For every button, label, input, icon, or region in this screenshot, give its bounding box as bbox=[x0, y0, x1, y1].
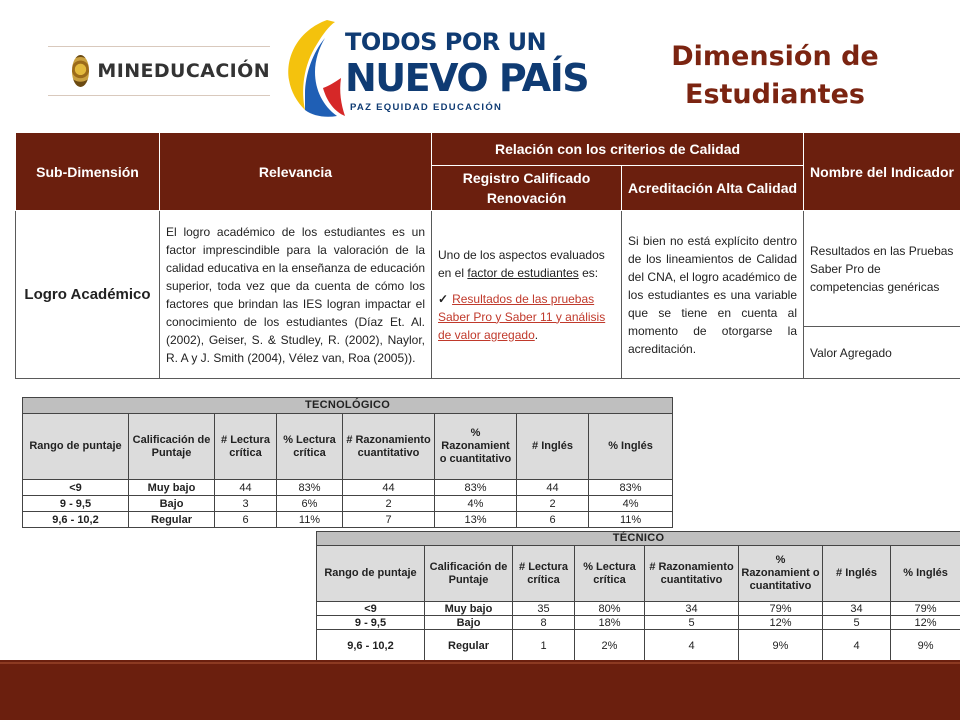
table-cell: 9,6 - 10,2 bbox=[317, 630, 425, 663]
table-cell: 1 bbox=[513, 630, 575, 663]
colombia-seal-icon bbox=[72, 55, 89, 87]
tecnico-header: % Inglés bbox=[891, 546, 960, 602]
header-relacion-criterios: Relación con los criterios de Calidad bbox=[432, 133, 804, 166]
tecnologico-header: % Lectura crítica bbox=[277, 414, 343, 480]
tecnico-header: % Lectura crítica bbox=[575, 546, 645, 602]
table-cell: 7 bbox=[343, 512, 435, 528]
table-cell: 2% bbox=[575, 630, 645, 663]
table-cell: 83% bbox=[435, 480, 517, 496]
table-cell: 34 bbox=[823, 602, 891, 616]
table-cell: 4 bbox=[823, 630, 891, 663]
tecnologico-title: TECNOLÓGICO bbox=[23, 398, 673, 414]
tecnico-header: # Inglés bbox=[823, 546, 891, 602]
table-cell: 9 - 9,5 bbox=[317, 616, 425, 630]
tecnologico-table bbox=[22, 397, 673, 528]
table-cell: 5 bbox=[645, 616, 739, 630]
tecnologico-table-wrapper bbox=[22, 397, 672, 527]
tecnico-header: # Razonamiento cuantitativo bbox=[645, 546, 739, 602]
table-cell: 4 bbox=[645, 630, 739, 663]
tecnico-header: Rango de puntaje bbox=[317, 546, 425, 602]
colombia-flag-swoosh-icon bbox=[283, 18, 349, 118]
table-row bbox=[23, 512, 673, 528]
table-cell: 12% bbox=[739, 616, 823, 630]
cell-relevancia-text: El logro académico de los estudiantes es un factor imprescindible para la valoración de la calidad educativa en la enseñanza de educación superior, toda vez que da cuenta de cómo los factores que brindan las IES logran impactar el conocimiento de los estudiantes (Díaz Et. Al. (2002), Geiser, S. & Studley, R. (2002), Naylor, R. A y J. Smith (2004), Vélez van, Roa (2005)). bbox=[160, 211, 432, 379]
table-cell: Bajo bbox=[129, 496, 215, 512]
table-cell: Regular bbox=[425, 630, 513, 663]
checkmark-icon: ✓ bbox=[438, 291, 449, 306]
tecnologico-header: Rango de puntaje bbox=[23, 414, 129, 480]
tecnologico-header: # Inglés bbox=[517, 414, 589, 480]
mineducacion-logo-text: MINEDUCACIÓN bbox=[97, 60, 270, 82]
table-cell: Regular bbox=[129, 512, 215, 528]
registro-intro: Uno de los aspectos evaluados en el bbox=[438, 247, 605, 280]
page-title-line1: Dimensión de bbox=[671, 41, 879, 72]
todos-por-un-nuevo-pais-logo bbox=[283, 18, 589, 118]
table-cell: 83% bbox=[589, 480, 673, 496]
mineducacion-logo bbox=[48, 46, 270, 96]
table-cell: <9 bbox=[23, 480, 129, 496]
table-cell: Muy bajo bbox=[129, 480, 215, 496]
tecnico-table bbox=[316, 531, 960, 663]
table-row bbox=[317, 630, 960, 663]
registro-end: . bbox=[534, 327, 539, 342]
table-row bbox=[23, 480, 673, 496]
table-cell: 6 bbox=[215, 512, 277, 528]
tecnico-table-wrapper bbox=[316, 531, 960, 660]
table-cell: 9% bbox=[739, 630, 823, 663]
table-cell: <9 bbox=[317, 602, 425, 616]
todos-logo-tagline: PAZ EQUIDAD EDUCACIÓN bbox=[350, 102, 503, 113]
cell-indicador-resultados: Resultados en las Pruebas Saber Pro de competencias genéricas bbox=[804, 211, 960, 327]
tecnologico-header: # Lectura crítica bbox=[215, 414, 277, 480]
tecnico-header: Calificación de Puntaje bbox=[425, 546, 513, 602]
table-cell: 79% bbox=[891, 602, 960, 616]
table-cell: 44 bbox=[215, 480, 277, 496]
tecnologico-header: % Inglés bbox=[589, 414, 673, 480]
tecnologico-header: % Razonamient o cuantitativo bbox=[435, 414, 517, 480]
cell-indicador-valor-agregado: Valor Agregado bbox=[804, 327, 960, 379]
todos-logo-line1: TODOS POR UN bbox=[345, 28, 547, 56]
table-cell: Bajo bbox=[425, 616, 513, 630]
table-cell: 9% bbox=[891, 630, 960, 663]
table-cell: 2 bbox=[517, 496, 589, 512]
table-cell: 11% bbox=[277, 512, 343, 528]
tecnologico-header: Calificación de Puntaje bbox=[129, 414, 215, 480]
table-cell: 80% bbox=[575, 602, 645, 616]
table-cell: 13% bbox=[435, 512, 517, 528]
cell-logro-academico: Logro Académico bbox=[16, 211, 160, 379]
table-cell: 4% bbox=[589, 496, 673, 512]
table-row bbox=[317, 602, 960, 616]
registro-factor-estudiantes: factor de estudiantes bbox=[467, 265, 579, 280]
tecnico-header: % Razonamient o cuantitativo bbox=[739, 546, 823, 602]
table-cell: 44 bbox=[343, 480, 435, 496]
header-relevancia: Relevancia bbox=[160, 133, 432, 211]
tecnico-header: # Lectura crítica bbox=[513, 546, 575, 602]
table-cell: 44 bbox=[517, 480, 589, 496]
table-cell: 12% bbox=[891, 616, 960, 630]
table-row bbox=[317, 616, 960, 630]
table-cell: 35 bbox=[513, 602, 575, 616]
table-cell: 6 bbox=[517, 512, 589, 528]
dimension-table bbox=[15, 132, 960, 379]
table-cell: 9 - 9,5 bbox=[23, 496, 129, 512]
tecnico-title: TÉCNICO bbox=[317, 532, 960, 546]
table-cell: 2 bbox=[343, 496, 435, 512]
page-title-line2: Estudiantes bbox=[685, 79, 865, 110]
table-cell: 6% bbox=[277, 496, 343, 512]
registro-resultados-pruebas: Resultados de las pruebas Saber Pro y Saber 11 y análisis de valor agregado bbox=[438, 291, 606, 342]
cell-registro-calificado bbox=[432, 211, 622, 379]
table-cell: 79% bbox=[739, 602, 823, 616]
cell-acreditacion-text: Si bien no está explícito dentro de los lineamientos de Calidad del CNA, el logro académico de los estudiantes es una variable que se tiene en cuenta al momento de otorgarse la acreditación. bbox=[622, 211, 804, 379]
footer-divider bbox=[0, 662, 960, 664]
header-nombre-indicador: Nombre del Indicador bbox=[804, 133, 960, 211]
table-cell: 9,6 - 10,2 bbox=[23, 512, 129, 528]
table-row bbox=[23, 496, 673, 512]
table-cell: 11% bbox=[589, 512, 673, 528]
table-cell: 83% bbox=[277, 480, 343, 496]
header-acreditacion: Acreditación Alta Calidad bbox=[622, 166, 804, 211]
table-cell: Muy bajo bbox=[425, 602, 513, 616]
todos-logo-line2: NUEVO PAÍS bbox=[345, 56, 589, 100]
header-sub-dimension: Sub-Dimensión bbox=[16, 133, 160, 211]
table-cell: 4% bbox=[435, 496, 517, 512]
page-title bbox=[640, 38, 910, 114]
header-registro-calificado: Registro Calificado Renovación bbox=[432, 166, 622, 211]
registro-colon: es: bbox=[578, 265, 599, 280]
table-cell: 18% bbox=[575, 616, 645, 630]
table-cell: 5 bbox=[823, 616, 891, 630]
table-cell: 3 bbox=[215, 496, 277, 512]
table-cell: 8 bbox=[513, 616, 575, 630]
table-cell: 34 bbox=[645, 602, 739, 616]
footer-bar bbox=[0, 660, 960, 720]
tecnologico-header: # Razonamiento cuantitativo bbox=[343, 414, 435, 480]
